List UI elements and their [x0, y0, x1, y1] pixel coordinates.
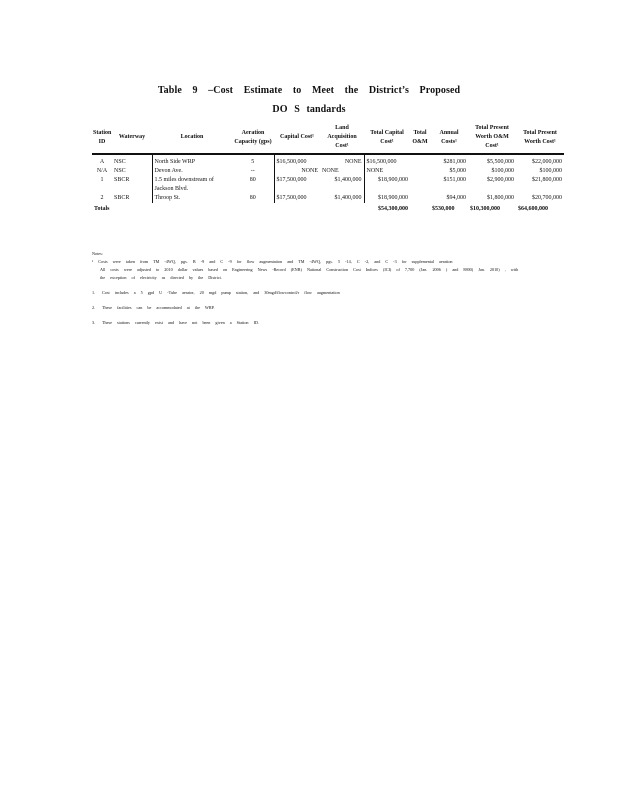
note-item-3-number: 3.: [92, 320, 96, 325]
cell-capital: $17,500,000: [274, 194, 320, 203]
cell-total-capital: $16,500,000: [364, 154, 410, 167]
table-title: Table 9 –Cost Estimate to Meet the District’s Proposed: [157, 85, 461, 96]
totals-row: [92, 203, 564, 214]
note-item-1-number: 1.: [92, 290, 96, 295]
header-waterway: Waterway: [112, 124, 152, 154]
cell-pw-total: $20,700,000: [532, 195, 562, 201]
note-electricity: the exception of electricity as directed by the District.: [100, 275, 222, 280]
cell-capital: NONE: [274, 167, 320, 176]
cell-land: $1,400,000: [334, 177, 362, 183]
cell-annual: $94,000: [446, 195, 466, 201]
cell-location: 1.5 miles downstream of Jackson Blvd.: [152, 176, 232, 194]
cell-pw-total: $21,800,000: [532, 177, 562, 183]
note-item-3: [92, 319, 562, 327]
cell-pw-total: $100,000: [539, 168, 562, 174]
cell-annual: $151,000: [443, 177, 466, 183]
table-row: [92, 167, 564, 176]
cell-annual: $281,000: [443, 159, 466, 165]
totals-pw-om: $10,300,000: [470, 206, 500, 212]
note-item-3-text: These stations currently exist and have not been given a Station ID.: [102, 320, 260, 325]
cell-waterway: SBCR: [114, 195, 130, 201]
cell-station-id: N/A: [96, 168, 108, 174]
cell-pw-om: $100,000: [491, 168, 514, 174]
totals-pw-total: $64,600,000: [518, 206, 548, 212]
header-present-worth-cost: Total Present Worth Cost¹: [516, 124, 564, 154]
cell-aeration: 80: [249, 195, 256, 201]
cell-pw-om: $5,500,000: [487, 159, 514, 165]
note-item-2: [92, 304, 562, 312]
header-aeration-capacity: Aeration Capacity (gps): [232, 124, 274, 154]
cell-aeration: 5: [251, 159, 255, 165]
note-item-1: [92, 289, 562, 297]
cell-total-om: [410, 154, 430, 167]
table-header-row: [92, 124, 564, 154]
cell-annual: $5,000: [449, 168, 466, 174]
notes-heading: Notes:: [92, 251, 103, 256]
cell-waterway: SBCR: [114, 177, 130, 183]
cell-land: $1,400,000: [334, 195, 362, 201]
table-subtitle: DO S tandards: [272, 104, 346, 115]
header-annual-costs: Annual Costs¹: [430, 124, 468, 154]
cell-station-id: 1: [100, 177, 104, 183]
header-location: Location: [152, 124, 232, 154]
cell-pw-total: $22,000,000: [532, 159, 562, 165]
cell-location: Devon Ave.: [152, 167, 232, 176]
totals-label: Totals: [94, 206, 110, 212]
cost-estimate-table: [92, 124, 564, 214]
header-total-capital-cost: Total Capital Cost¹: [364, 124, 410, 154]
header-total-om: Total O&M: [410, 124, 430, 154]
cell-capital: $17,500,000: [274, 176, 320, 194]
table-row: [92, 176, 564, 194]
note-item-1-text: Cost includes a 5 gpd U -Tube aerator, 20 mgd pump station, and 30mgd/flowcontrol/r flow augmentation: [102, 290, 340, 295]
note-item-2-text: These facilities can be accommodated at the WRP.: [102, 305, 215, 310]
table-notes: [92, 250, 562, 327]
cell-location: Throop St.: [152, 194, 232, 203]
totals-capital: $54,300,000: [378, 206, 408, 212]
cell-waterway: NSC: [114, 168, 126, 174]
totals-annual: $530,000: [432, 206, 455, 212]
cell-pw-om: $2,900,000: [487, 177, 514, 183]
cell-total-om: [410, 167, 430, 176]
note-cost-adjustment: All costs were adjusted to 2010 dollar values based on Engineering News -Record (ENR) National Construction Cost Indices (ICI) of 7,700 (Jan. 2006 ) and 8800( Jan. 2010) , with: [100, 267, 519, 272]
table-row: [92, 154, 564, 167]
cell-total-capital: $18,900,000: [364, 176, 410, 194]
cell-location: North Side WRP: [152, 154, 232, 167]
cell-total-om: [410, 176, 430, 194]
cell-station-id: A: [99, 159, 105, 165]
cell-aeration: --: [250, 168, 255, 174]
note-footnote-1: ¹ Costs were taken from TM -4WQ, pgs. B -9 and C -9 for flow augmentation and TM -4WQ, pgs. 5 -14, C -2, and C -3 for supplemental aeration: [92, 259, 453, 264]
header-station-id: Station ID: [92, 124, 112, 154]
cell-capital: $16,500,000: [274, 154, 320, 167]
cell-aeration: 80: [249, 177, 256, 183]
cell-total-capital: $18,900,000: [364, 194, 410, 203]
cell-land: NONE: [344, 159, 362, 165]
cell-station-id: 2: [100, 195, 104, 201]
note-item-2-number: 2.: [92, 305, 96, 310]
cell-land: NONE: [322, 168, 339, 174]
cell-total-capital: NONE: [364, 167, 410, 176]
header-present-worth-om: Total Present Worth O&M Cost¹: [468, 124, 516, 154]
header-land-acquisition: Land Acquisition Cost¹: [320, 124, 364, 154]
cell-pw-om: $1,800,000: [487, 195, 514, 201]
header-capital-cost: Capital Cost¹: [274, 124, 320, 154]
table-row: [92, 194, 564, 203]
cell-total-om: [410, 194, 430, 203]
cell-waterway: NSC: [114, 159, 126, 165]
